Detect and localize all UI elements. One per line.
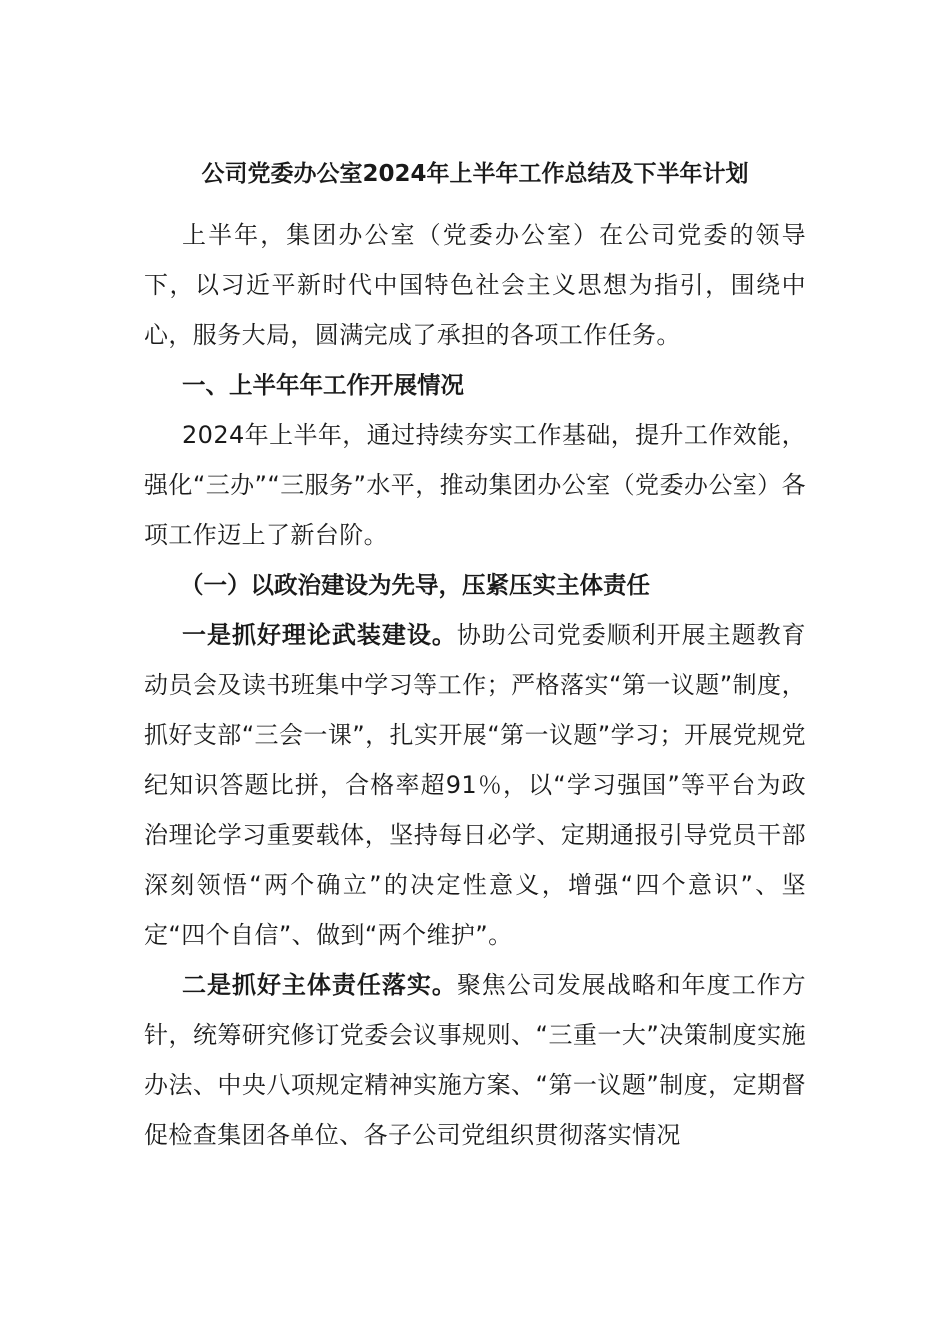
document-body bbox=[144, 154, 806, 1160]
item-lead-1: 一是抓好理论武装建设。 bbox=[182, 621, 457, 649]
item-paragraph-2 bbox=[144, 960, 806, 1160]
item-text-2: 聚焦公司发展战略和年度工作方针，统筹研究修订党委会议事规则、“三重一大”决策制度实施办法、中央八项规定精神实施方案、“第一议题”制度，定期督促检查集团各单位、各子公司党组织贯彻落实情况 bbox=[144, 971, 806, 1149]
intro-paragraph: 上半年，集团办公室（党委办公室）在公司党委的领导下，以习近平新时代中国特色社会主义思想为指引，围绕中心，服务大局，圆满完成了承担的各项工作任务。 bbox=[144, 221, 806, 349]
subsection-heading: （一）以政治建设为先导，压紧压实主体责任 bbox=[180, 571, 650, 599]
document-title: 公司党委办公室2024年上半年工作总结及下半年计划 bbox=[201, 161, 749, 187]
section-heading: 一、上半年年工作开展情况 bbox=[182, 371, 464, 399]
item-paragraph-1 bbox=[144, 610, 806, 960]
item-lead-2: 二是抓好主体责任落实。 bbox=[182, 971, 457, 999]
overview-paragraph: 2024年上半年，通过持续夯实工作基础，提升工作效能，强化“三办”“三服务”水平，推动集团办公室（党委办公室）各项工作迈上了新台阶。 bbox=[144, 421, 806, 549]
item-text-1: 协助公司党委顺利开展主题教育动员会及读书班集中学习等工作；严格落实“第一议题”制度，抓好支部“三会一课”，扎实开展“第一议题”学习；开展党规党纪知识答题比拼，合格率超91％，以“学习强国”等平台为政治理论学习重要载体，坚持每日必学、定期通报引导党员干部深刻领悟“两个确立”的决定性意义，增强“四个意识”、坚定“四个自信”、做到“两个维护”。 bbox=[144, 621, 806, 949]
